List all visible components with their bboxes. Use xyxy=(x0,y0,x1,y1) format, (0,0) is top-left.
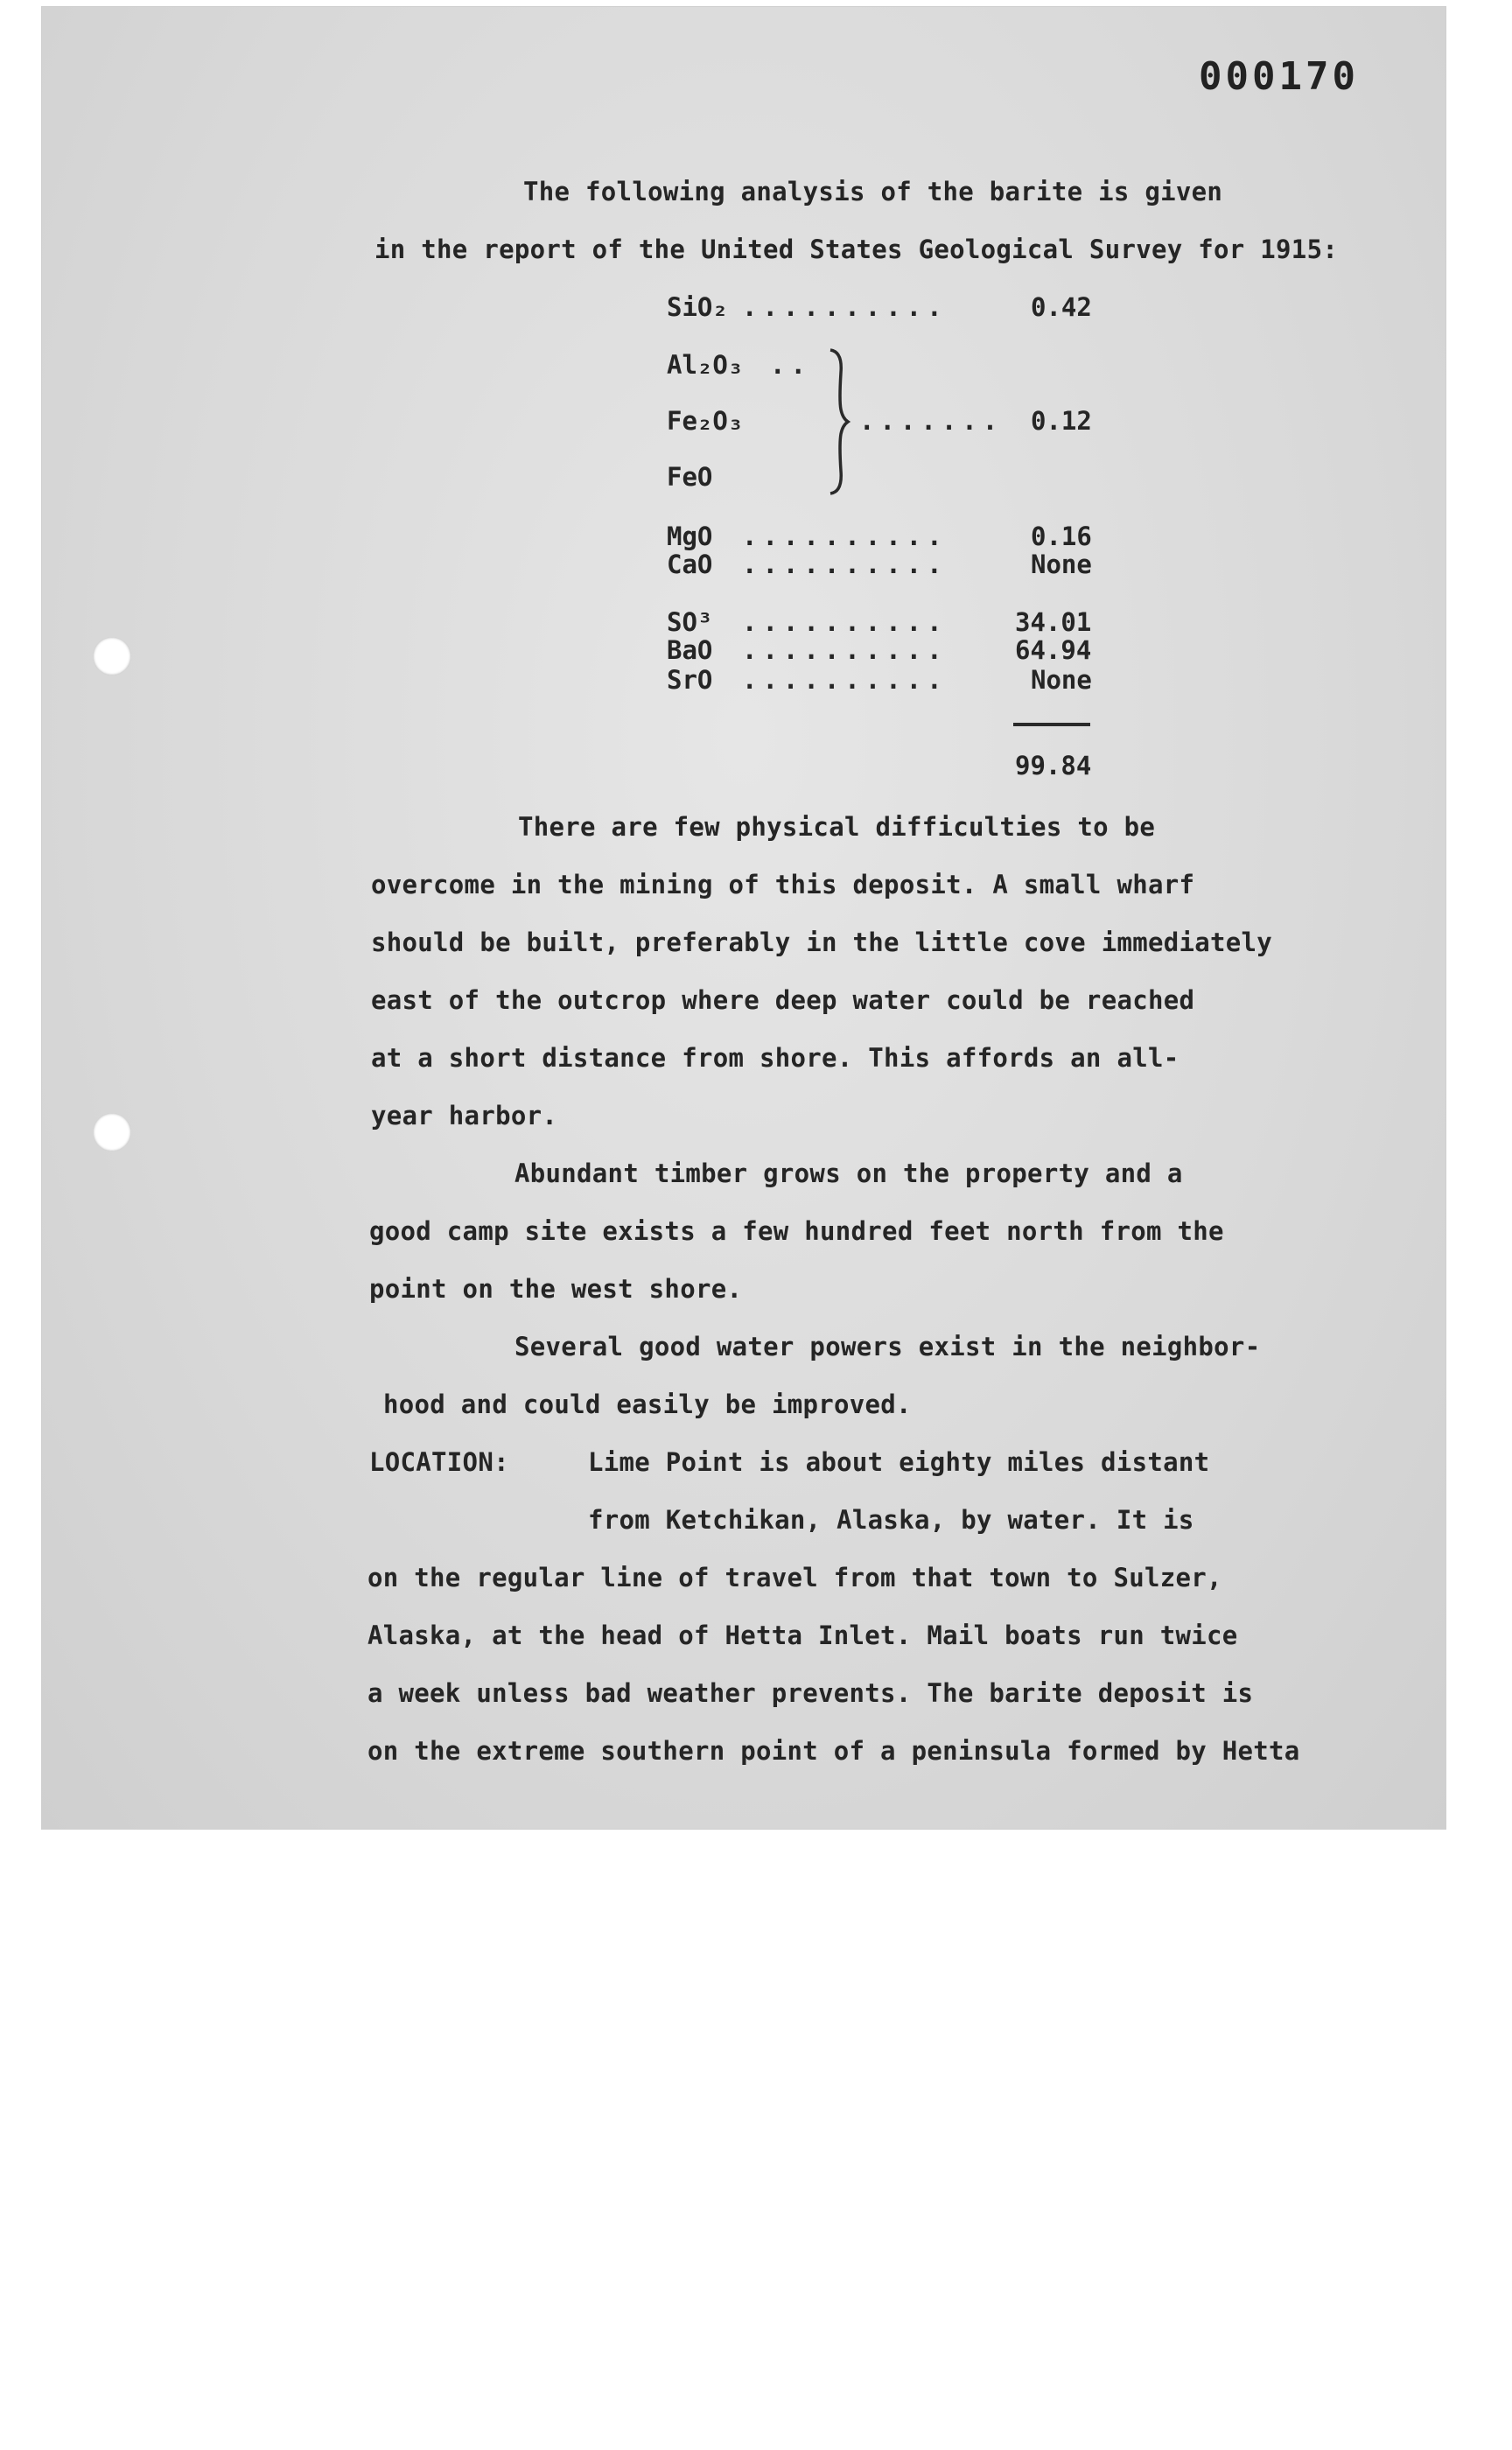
chem-value: 0.12 xyxy=(1031,406,1092,436)
intro-line: in the report of the United States Geological Survey for 1915: xyxy=(374,234,1339,264)
dot-leader: ....... xyxy=(859,406,1004,436)
intro-line: The following analysis of the barite is given xyxy=(523,177,1223,206)
paragraph-line: should be built, preferably in the little cove immediately xyxy=(371,928,1273,957)
chem-label: MgO xyxy=(667,522,713,551)
brace-icon xyxy=(825,348,851,495)
chem-label: Al₂O₃ xyxy=(667,350,744,380)
paragraph-line: Several good water powers exist in the neighbor- xyxy=(514,1332,1261,1362)
dot-leader: .......... xyxy=(742,665,948,695)
chem-label: SO³ xyxy=(667,607,713,637)
chem-label: SrO xyxy=(667,665,713,695)
page-number: 000170 xyxy=(1199,54,1359,99)
paragraph-line: good camp site exists a few hundred feet north from the xyxy=(369,1216,1224,1246)
dot-leader: .......... xyxy=(742,635,948,665)
total-value: 99.84 xyxy=(1015,751,1092,780)
paragraph-line: at a short distance from shore. This affords an all- xyxy=(371,1043,1180,1073)
paragraph-line: on the regular line of travel from that town to Sulzer, xyxy=(368,1563,1222,1592)
paragraph-line: a week unless bad weather prevents. The barite deposit is xyxy=(368,1678,1254,1708)
chem-label: FeO xyxy=(667,462,713,492)
dot-leader: .......... xyxy=(742,292,948,322)
punch-hole xyxy=(93,637,131,676)
paragraph-line: Abundant timber grows on the property and a xyxy=(514,1158,1183,1188)
dot-leader: .......... xyxy=(742,550,948,579)
chem-value: 64.94 xyxy=(1015,635,1092,665)
paragraph-line: There are few physical difficulties to be xyxy=(518,812,1156,842)
chem-value: None xyxy=(1031,550,1092,579)
chem-value: 34.01 xyxy=(1015,607,1092,637)
dot-leader: .......... xyxy=(742,522,948,551)
document-page xyxy=(42,7,1446,1829)
paragraph-line: Alaska, at the head of Hetta Inlet. Mail boats run twice xyxy=(368,1620,1238,1650)
sum-rule xyxy=(1013,723,1090,726)
chem-label: SiO₂ xyxy=(667,292,728,322)
paragraph-line: on the extreme southern point of a peninsula formed by Hetta xyxy=(368,1736,1300,1766)
chem-value: None xyxy=(1031,665,1092,695)
chem-label: BaO xyxy=(667,635,713,665)
section-label: LOCATION: xyxy=(369,1447,509,1477)
paragraph-line: point on the west shore. xyxy=(369,1274,743,1304)
chem-value: 0.42 xyxy=(1031,292,1092,322)
paragraph-line: Lime Point is about eighty miles distant xyxy=(588,1447,1210,1477)
paragraph-line: overcome in the mining of this deposit. A small wharf xyxy=(371,870,1195,900)
punch-hole xyxy=(93,1113,131,1152)
paragraph-line: from Ketchikan, Alaska, by water. It is xyxy=(588,1505,1194,1535)
dot-leader: .. xyxy=(770,350,811,380)
paragraph-line: year harbor. xyxy=(371,1101,558,1130)
chem-label: Fe₂O₃ xyxy=(667,406,744,436)
paragraph-line: east of the outcrop where deep water could be reached xyxy=(371,985,1195,1015)
chem-label: CaO xyxy=(667,550,713,579)
chem-value: 0.16 xyxy=(1031,522,1092,551)
paragraph-line: hood and could easily be improved. xyxy=(383,1390,912,1419)
dot-leader: .......... xyxy=(742,607,948,637)
